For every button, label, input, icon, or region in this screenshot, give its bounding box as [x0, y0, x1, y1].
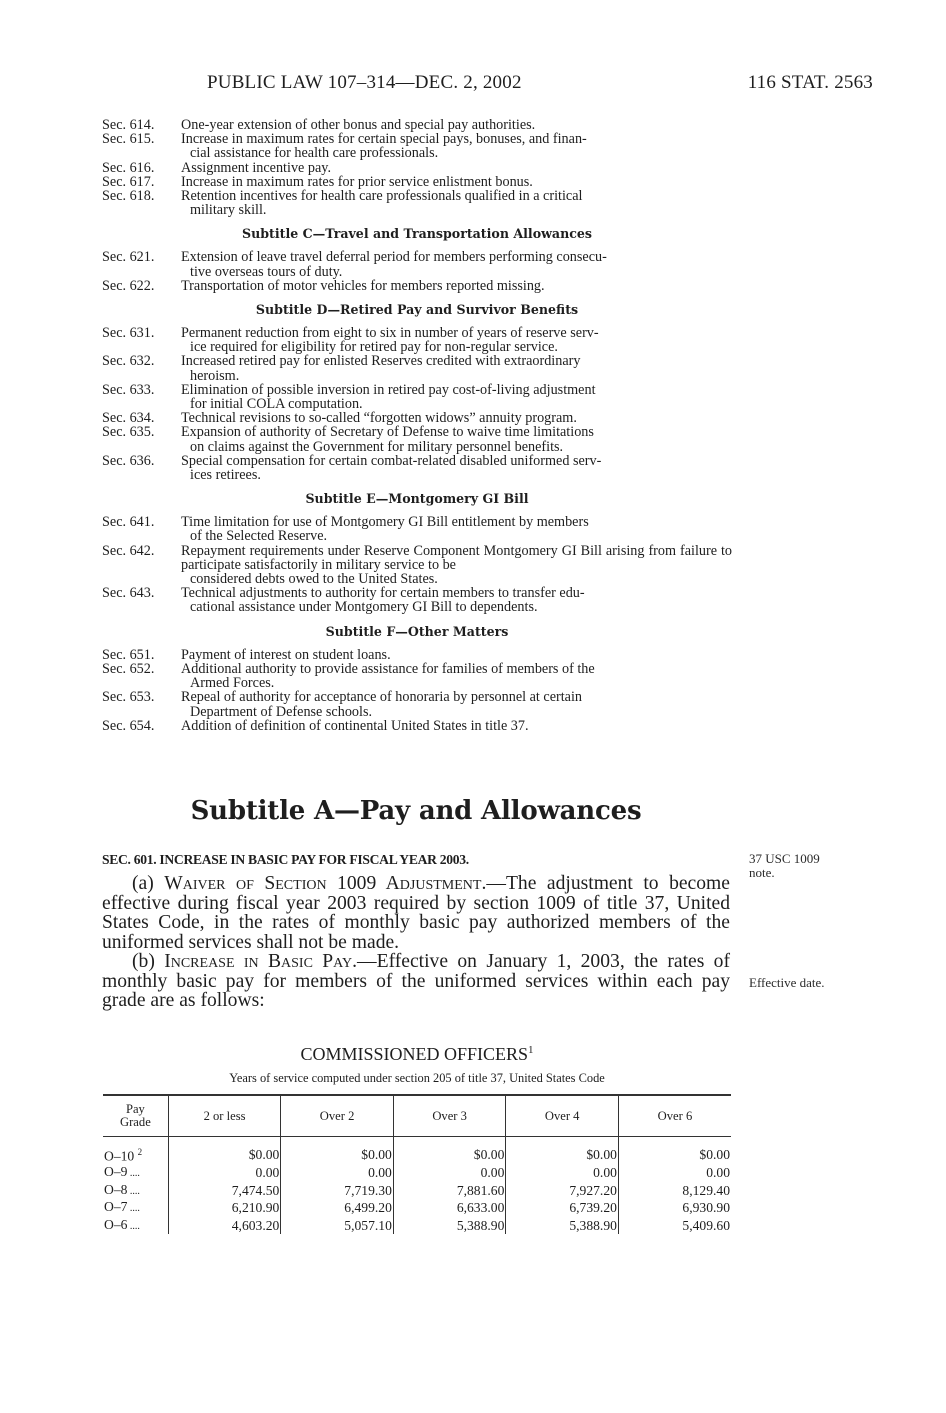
pay-value-cell: 0.00	[281, 1164, 394, 1182]
toc-section-number: Sec. 615.	[102, 131, 155, 148]
table-title-text: COMMISSIONED OFFICERS	[300, 1044, 529, 1064]
toc-group-subtitle-d	[102, 326, 732, 482]
toc-item	[102, 411, 732, 425]
pay-value-cell: 0.00	[618, 1164, 731, 1182]
toc-group-subtitle-c	[102, 250, 732, 293]
toc-section-number: Sec. 636.	[102, 452, 155, 469]
toc-section-title-line: Time limitation for use of Montgomery GI Bill entitlement by members	[181, 514, 589, 531]
pay-value-cell: 5,388.90	[393, 1217, 506, 1235]
toc-section-title-continuation: of the Selected Reserve.	[190, 528, 328, 545]
toc-group-subtitle-e	[102, 515, 732, 614]
pay-value-cell: 4,603.20	[168, 1217, 281, 1235]
toc-subtitle-e: Subtitle E—Montgomery GI Bill	[305, 491, 529, 507]
pay-value-cell: 6,499.20	[281, 1199, 394, 1217]
toc-section-number: Sec. 631.	[102, 325, 155, 342]
toc-section-title	[181, 425, 732, 453]
toc-section-title-line: Extension of leave travel deferral period for members performing consecu-	[181, 249, 607, 266]
toc-item	[102, 515, 732, 543]
toc-section-title	[181, 326, 732, 354]
toc-item	[102, 383, 732, 411]
column-header: 2 or less	[168, 1095, 281, 1137]
toc-item	[102, 354, 732, 382]
toc-section-title-line: Retention incentives for health care professionals qualified in a critical	[181, 188, 583, 205]
table-subtitle: Years of service computed under section 205 of title 37, United States Code	[229, 1071, 605, 1085]
toc-section-number: Sec. 633.	[102, 381, 155, 398]
statute-page-number: 116 STAT. 2563	[747, 72, 873, 93]
toc-section-title-continuation: considered debts owed to the United States.	[190, 571, 438, 588]
toc-section-number: Sec. 643.	[102, 585, 155, 602]
column-header-word: Grade	[120, 1115, 151, 1129]
toc-section-title	[181, 719, 732, 733]
toc-section-title	[181, 544, 732, 587]
section-body	[102, 874, 730, 1011]
toc-subtitle-d: Subtitle D—Retired Pay and Survivor Benefits	[255, 302, 579, 318]
toc-item	[102, 690, 732, 718]
toc-section-title-line: Increase in maximum rates for certain special pays, bonuses, and finan-	[181, 131, 587, 148]
toc-section-title-line: Assignment incentive pay.	[181, 159, 331, 176]
toc-section-title-line: Technical adjustments to authority for certain members to transfer edu-	[181, 585, 585, 602]
public-law-citation: PUBLIC LAW 107–314—DEC. 2, 2002	[207, 72, 522, 93]
pay-value-cell: 0.00	[506, 1164, 619, 1182]
toc-section-title-continuation: for initial COLA computation.	[190, 396, 363, 413]
paragraph-b-label: (b)	[132, 951, 165, 972]
toc-section-number: Sec. 618.	[102, 188, 155, 205]
toc-section-title-line: One-year extension of other bonus and special pay authorities.	[181, 117, 536, 133]
table-title-footnote: 1	[528, 1044, 534, 1056]
pay-table	[103, 1094, 731, 1234]
toc-section-title-line: Additional authority to provide assistance for families of members of the	[181, 660, 595, 677]
pay-value-cell: 7,881.60	[393, 1182, 506, 1200]
pay-value-cell: $0.00	[168, 1137, 281, 1165]
paragraph-a-text: —The adjustment to become effective during fiscal year 2003 required by section 1009 of title 37, United States Code, in the rates of monthly basic pay authorized members of the uniformed services shall not be made.	[102, 873, 730, 953]
toc-item	[102, 326, 732, 354]
toc-subtitle-c: Subtitle C—Travel and Transportation Allowances	[241, 226, 593, 242]
toc-section-title-line: Special compensation for certain combat-related disabled uniformed serv-	[181, 452, 602, 469]
pay-value-cell: 0.00	[393, 1164, 506, 1182]
toc-section-title-continuation: heroism.	[190, 367, 240, 384]
table-row	[103, 1217, 731, 1235]
toc-item	[102, 648, 732, 662]
paragraph-b	[102, 952, 730, 1011]
toc-section-title-line: Payment of interest on student loans.	[181, 646, 391, 663]
pay-grade-label: O–8	[104, 1181, 128, 1197]
toc-section-number: Sec. 622.	[102, 277, 155, 294]
toc-section-number: Sec. 632.	[102, 353, 155, 370]
toc-section-title	[181, 383, 732, 411]
paragraph-b-text: —Effective on January 1, 2003, the rates of monthly basic pay for members of the uniformed services within each pay grade are as follows:	[102, 951, 730, 1011]
subtitle-a-heading: Subtitle A—Pay and Allowances	[190, 796, 642, 826]
toc-section-title	[181, 354, 732, 382]
pay-grade-label: O–9	[104, 1164, 128, 1180]
toc-section-title	[181, 189, 732, 217]
toc-section-title	[181, 161, 732, 175]
toc-section-number: Sec. 614.	[102, 117, 155, 133]
toc-item	[102, 279, 732, 293]
toc-section-number: Sec. 634.	[102, 410, 155, 427]
table-body	[103, 1137, 731, 1235]
section-601-heading: SEC. 601. INCREASE IN BASIC PAY FOR FISCAL YEAR 2003.	[102, 852, 469, 867]
toc-section-title-line: Increased retired pay for enlisted Reserves credited with extraordinary	[181, 353, 581, 370]
toc-item	[102, 118, 732, 132]
toc-item	[102, 425, 732, 453]
toc-section-title	[181, 515, 732, 543]
toc-section-title-continuation: cial assistance for health care professionals.	[190, 145, 439, 162]
pay-value-cell: 6,930.90	[618, 1199, 731, 1217]
toc-section-title-line: Addition of definition of continental United States in title 37.	[181, 717, 529, 734]
pay-grade-label: O–7	[104, 1199, 128, 1215]
pay-value-cell: 7,719.30	[281, 1182, 394, 1200]
table-row	[103, 1182, 731, 1200]
pay-value-cell: 5,388.90	[506, 1217, 619, 1235]
column-header: Over 3	[393, 1095, 506, 1137]
column-header: Over 6	[618, 1095, 731, 1137]
toc-section-number: Sec. 621.	[102, 249, 155, 266]
toc-item	[102, 175, 732, 189]
pay-value-cell: 5,057.10	[281, 1217, 394, 1235]
toc-section-title-continuation: Department of Defense schools.	[190, 703, 373, 720]
pay-grade-cell	[103, 1182, 168, 1200]
toc-section-number: Sec. 652.	[102, 660, 155, 677]
toc-section-title	[181, 690, 732, 718]
toc-section-title	[181, 132, 732, 160]
toc-section-number: Sec. 654.	[102, 717, 155, 734]
paragraph-a-heading: Waiver of Section 1009 Adjustment.	[164, 873, 487, 894]
dot-leader: ....	[127, 1220, 140, 1232]
toc-section-title-continuation: Armed Forces.	[190, 675, 275, 692]
toc-section-title	[181, 662, 732, 690]
pay-grade-label: O–6	[104, 1216, 128, 1232]
toc-section-number: Sec. 653.	[102, 689, 155, 706]
margin-note-effective-date: Effective date.	[749, 975, 825, 990]
toc-item	[102, 161, 732, 175]
column-header-word: Pay	[125, 1102, 145, 1116]
toc-section-title-continuation: military skill.	[190, 202, 267, 219]
toc-section-number: Sec. 641.	[102, 514, 155, 531]
toc-section-title-line: Transportation of motor vehicles for members reported missing.	[181, 277, 545, 294]
column-header-pay-grade	[103, 1095, 168, 1137]
table-title	[102, 1044, 732, 1065]
dot-leader: ....	[127, 1203, 140, 1215]
pay-value-cell: 0.00	[168, 1164, 281, 1182]
paragraph-a-label: (a)	[132, 873, 165, 894]
toc-section-title-continuation: ices retirees.	[190, 467, 261, 484]
margin-note-usc-line1: 37 USC 1009	[749, 851, 820, 866]
pay-grade-cell	[103, 1217, 168, 1235]
toc-section-title-line: Technical revisions to so-called “forgotten widows” annuity program.	[181, 410, 577, 427]
margin-note-usc-line2: note.	[749, 865, 775, 880]
toc-section-title-line: Repayment requirements under Reserve Component Montgomery GI Bill arising from failure to participate satisfactorily in military service to be	[181, 542, 732, 573]
toc-section-number: Sec. 642.	[102, 542, 155, 559]
table-row	[103, 1137, 731, 1165]
table-of-contents	[102, 118, 732, 733]
toc-section-title	[181, 454, 732, 482]
pay-grade-label: O–10	[104, 1148, 135, 1164]
toc-group-subtitle-f	[102, 648, 732, 733]
toc-section-title-continuation: cational assistance under Montgomery GI Bill to dependents.	[190, 599, 538, 616]
toc-section-title-continuation: tive overseas tours of duty.	[190, 263, 343, 280]
toc-item	[102, 719, 732, 733]
toc-item	[102, 586, 732, 614]
pay-value-cell: 5,409.60	[618, 1217, 731, 1235]
pay-value-cell: $0.00	[618, 1137, 731, 1165]
toc-item	[102, 132, 732, 160]
column-header: Over 4	[506, 1095, 619, 1137]
toc-section-title	[181, 250, 732, 278]
toc-group-subtitle-b	[102, 118, 732, 217]
pay-value-cell: 8,129.40	[618, 1182, 731, 1200]
toc-item	[102, 544, 732, 587]
toc-subtitle-f: Subtitle F—Other Matters	[325, 623, 509, 639]
toc-section-title	[181, 648, 732, 662]
pay-value-cell: 6,739.20	[506, 1199, 619, 1217]
toc-section-title-continuation: ice required for eligibility for retired pay for non-regular service.	[190, 339, 558, 356]
table-row	[103, 1199, 731, 1217]
toc-item	[102, 662, 732, 690]
column-header: Over 2	[281, 1095, 394, 1137]
running-header	[207, 72, 873, 96]
toc-section-number: Sec. 617.	[102, 173, 155, 190]
pay-value-cell: $0.00	[393, 1137, 506, 1165]
table-header-row	[103, 1095, 731, 1137]
dot-leader: ....	[127, 1185, 140, 1197]
toc-section-title	[181, 118, 732, 132]
toc-item	[102, 454, 732, 482]
pay-grade-cell	[103, 1164, 168, 1182]
column-header-label	[120, 1102, 151, 1129]
toc-section-title-line: Increase in maximum rates for prior service enlistment bonus.	[181, 173, 533, 190]
toc-section-number: Sec. 651.	[102, 646, 155, 663]
toc-section-title	[181, 411, 732, 425]
toc-section-number: Sec. 616.	[102, 159, 155, 176]
pay-grade-cell	[103, 1199, 168, 1217]
toc-section-title-line: Elimination of possible inversion in retired pay cost-of-living adjustment	[181, 381, 596, 398]
toc-section-title	[181, 175, 732, 189]
toc-item	[102, 250, 732, 278]
toc-item	[102, 189, 732, 217]
pay-value-cell: $0.00	[506, 1137, 619, 1165]
toc-section-title	[181, 586, 732, 614]
toc-section-title-line: Expansion of authority of Secretary of Defense to waive time limitations	[181, 424, 594, 441]
pay-value-cell: 7,474.50	[168, 1182, 281, 1200]
toc-section-title-line: Repeal of authority for acceptance of honoraria by personnel at certain	[181, 689, 583, 706]
toc-section-number: Sec. 635.	[102, 424, 155, 441]
pay-value-cell: 6,633.00	[393, 1199, 506, 1217]
margin-note-usc	[749, 852, 820, 880]
pay-grade-cell	[103, 1137, 168, 1165]
toc-section-title-continuation: on claims against the Government for military personnel benefits.	[190, 438, 564, 455]
pay-value-cell: 6,210.90	[168, 1199, 281, 1217]
pay-grade-footnote: 2	[137, 1147, 143, 1157]
dot-leader: ....	[127, 1168, 140, 1180]
pay-value-cell: $0.00	[281, 1137, 394, 1165]
paragraph-a	[102, 874, 730, 952]
pay-value-cell: 7,927.20	[506, 1182, 619, 1200]
table-row	[103, 1164, 731, 1182]
toc-section-title-line: Permanent reduction from eight to six in number of years of reserve serv-	[181, 325, 599, 342]
toc-section-title	[181, 279, 732, 293]
paragraph-b-heading: Increase in Basic Pay.	[164, 951, 358, 972]
